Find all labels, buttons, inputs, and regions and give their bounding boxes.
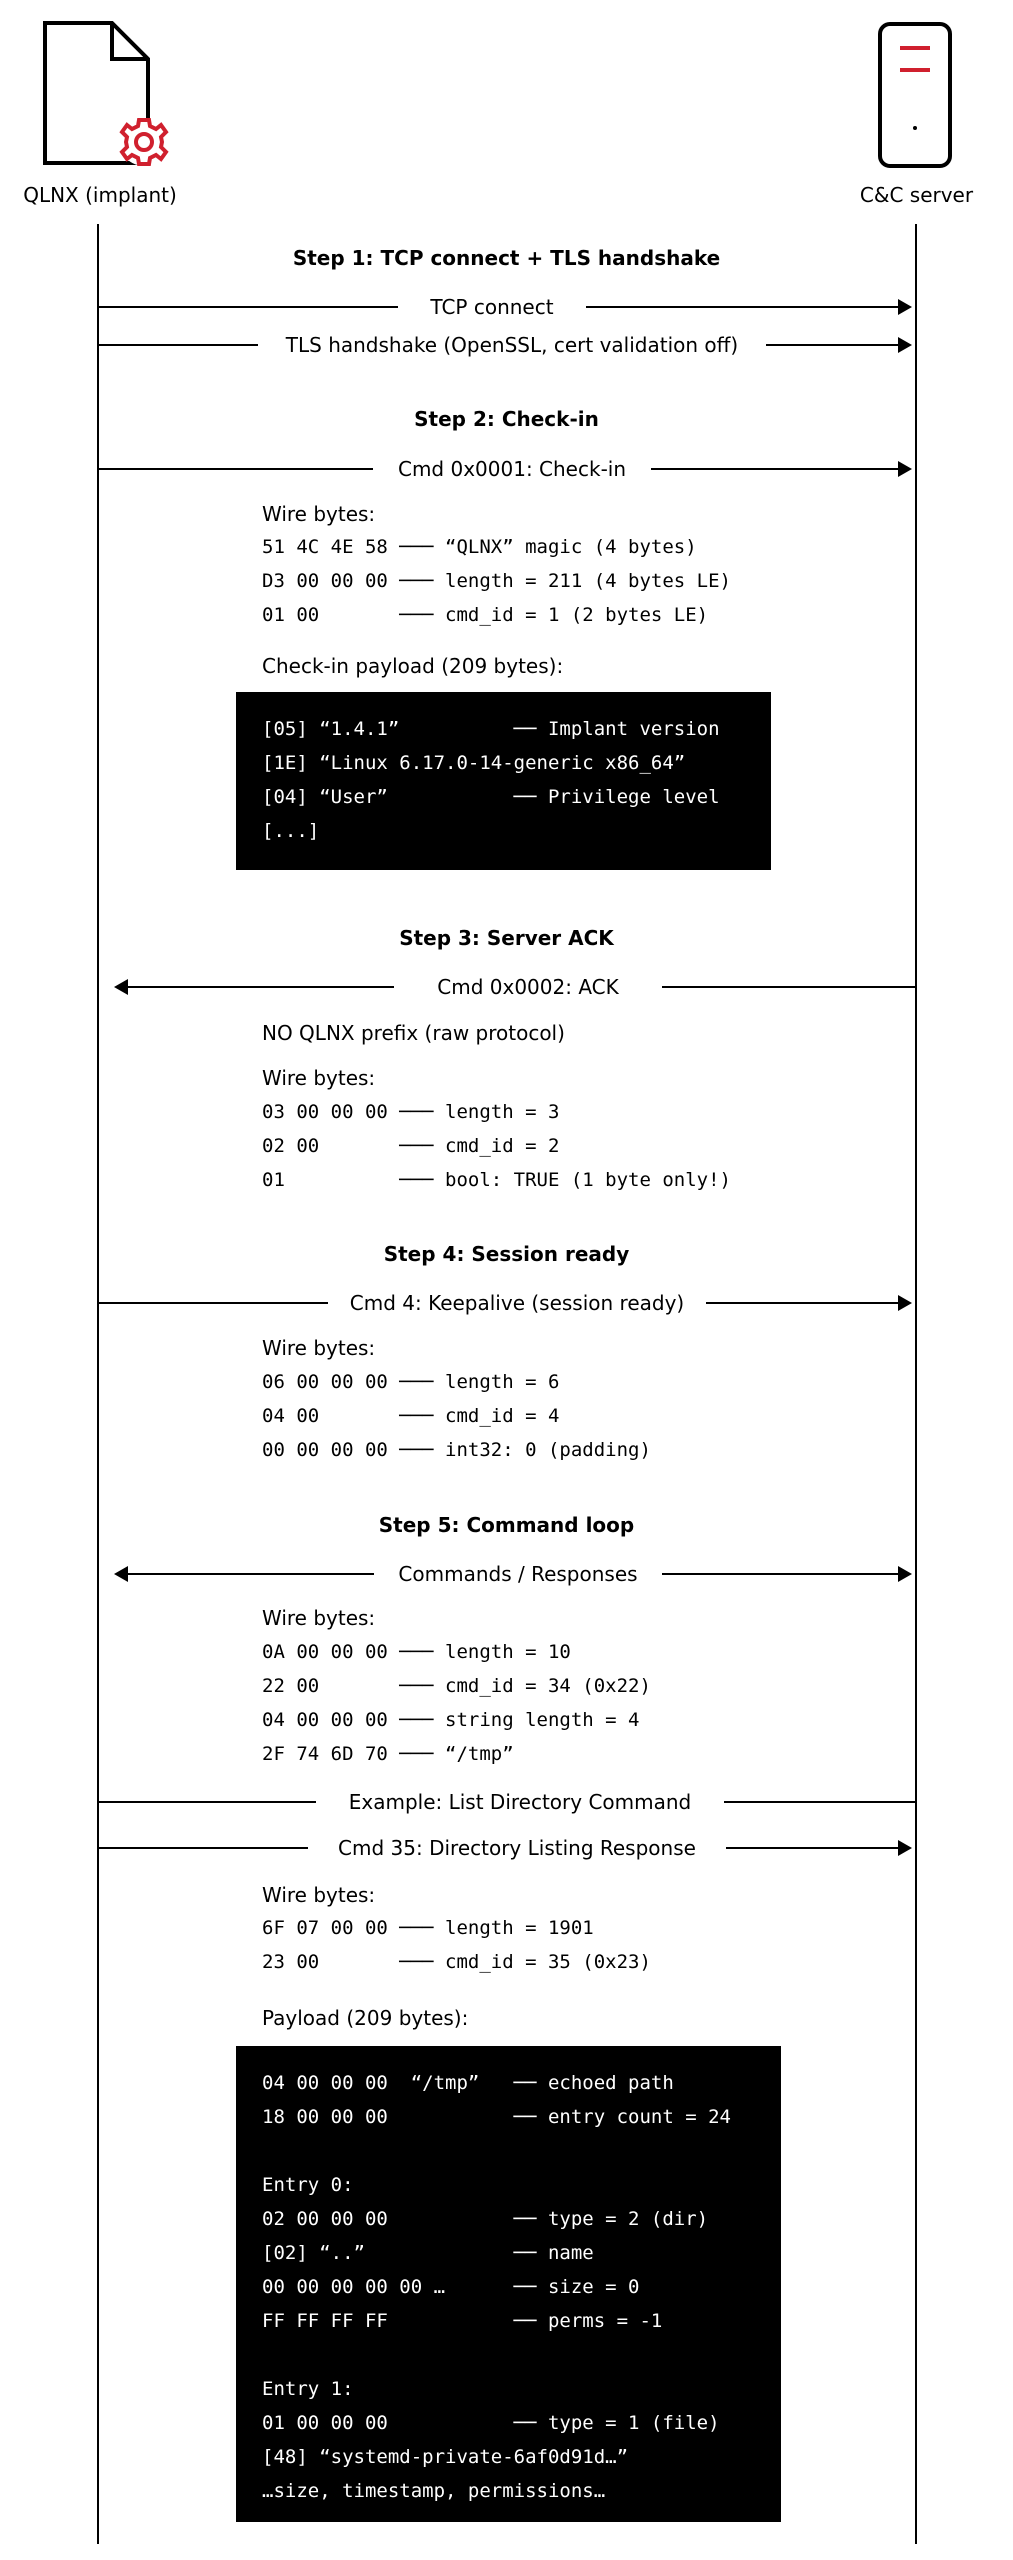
arrow-tcp-label: TCP connect <box>398 294 586 320</box>
step3-wire-line-1: 02 00 ─── cmd_id = 2 <box>262 1135 560 1157</box>
arrow-ack-label: Cmd 0x0002: ACK <box>394 974 662 1000</box>
dirlist-payload-line-11: [48] “systemd-private-6af0d91d…” <box>262 2446 629 2468</box>
checkin-payload-line-2: [04] “User” ── Privilege level <box>262 786 720 808</box>
dirlist-payload-line-1: 18 00 00 00 ── entry count = 24 <box>262 2106 731 2128</box>
step2-wire-line-1: D3 00 00 00 ─── length = 211 (4 bytes LE) <box>262 570 731 592</box>
step5-wire-line-1: 22 00 ─── cmd_id = 34 (0x22) <box>262 1675 651 1697</box>
step2-wire-line-0: 51 4C 4E 58 ─── “QLNX” magic (4 bytes) <box>262 536 697 558</box>
step4-wire-label: Wire bytes: <box>262 1336 376 1360</box>
dirlist-payload-line-3: Entry 0: <box>262 2174 354 2196</box>
checkin-payload-line-0: [05] “1.4.1” ── Implant version <box>262 718 720 740</box>
step4-wire-line-2: 00 00 00 00 ─── int32: 0 (padding) <box>262 1439 651 1461</box>
arrow-keepalive-label: Cmd 4: Keepalive (session ready) <box>328 1290 706 1316</box>
arrow-dirlist-label: Cmd 35: Directory Listing Response <box>308 1835 726 1861</box>
step-2-title: Step 2: Check-in <box>414 407 599 431</box>
step5-resp-wire-label: Wire bytes: <box>262 1883 376 1907</box>
actor-server-label: C&C server <box>859 183 974 207</box>
implant-lifeline <box>97 224 99 2544</box>
step5-resp-wire-line-1: 23 00 ─── cmd_id = 35 (0x23) <box>262 1951 651 1973</box>
arrow-tcp-connect <box>98 294 898 320</box>
server-tower-icon <box>876 20 956 170</box>
step4-wire-line-0: 06 00 00 00 ─── length = 6 <box>262 1371 560 1393</box>
dirlist-payload-line-12: …size, timestamp, permissions… <box>262 2480 606 2502</box>
divider-example-label: Example: List Directory Command <box>316 1789 724 1815</box>
server-lifeline <box>915 224 917 2544</box>
checkin-payload-line-3: [...] <box>262 820 320 842</box>
dirlist-payload-line-10: 01 00 00 00 ── type = 1 (file) <box>262 2412 720 2434</box>
step-5-title: Step 5: Command loop <box>378 1513 635 1537</box>
step5-wire-line-2: 04 00 00 00 ─── string length = 4 <box>262 1709 640 1731</box>
step3-wire-label: Wire bytes: <box>262 1066 376 1090</box>
arrow-directory-listing-response <box>98 1835 898 1861</box>
step3-wire-line-2: 01 ─── bool: TRUE (1 byte only!) <box>262 1169 731 1191</box>
step3-wire-line-0: 03 00 00 00 ─── length = 3 <box>262 1101 560 1123</box>
arrow-tls-label: TLS handshake (OpenSSL, cert validation off) <box>258 332 766 358</box>
checkin-payload-box <box>236 692 771 870</box>
step5-payload-label: Payload (209 bytes): <box>262 2006 469 2030</box>
arrow-commands-responses <box>114 1561 898 1587</box>
step2-payload-label: Check-in payload (209 bytes): <box>262 654 564 678</box>
dirlist-payload-line-9: Entry 1: <box>262 2378 354 2400</box>
arrow-checkin <box>98 456 898 482</box>
step-3-title: Step 3: Server ACK <box>399 926 614 950</box>
checkin-payload-line-1: [1E] “Linux 6.17.0-14-generic x86_64” <box>262 752 686 774</box>
arrow-ack <box>114 974 915 1000</box>
arrow-tls-handshake <box>98 332 898 358</box>
arrow-checkin-label: Cmd 0x0001: Check-in <box>373 456 651 482</box>
dirlist-payload-line-0: 04 00 00 00 “/tmp” ── echoed path <box>262 2072 674 2094</box>
step5-wire-line-3: 2F 74 6D 70 ─── “/tmp” <box>262 1743 514 1765</box>
dirlist-payload-line-4: 02 00 00 00 ── type = 2 (dir) <box>262 2208 709 2230</box>
step5-resp-wire-line-0: 6F 07 00 00 ─── length = 1901 <box>262 1917 594 1939</box>
dirlist-payload-box <box>236 2046 781 2522</box>
arrow-commands-label: Commands / Responses <box>374 1561 662 1587</box>
dirlist-payload-line-5: [02] “..” ── name <box>262 2242 594 2264</box>
actor-implant-label: QLNX (implant) <box>23 183 177 207</box>
step2-wire-label: Wire bytes: <box>262 502 376 526</box>
step-4-title: Step 4: Session ready <box>383 1242 630 1266</box>
step-1-title: Step 1: TCP connect + TLS handshake <box>292 246 721 270</box>
divider-example-list-directory <box>98 1789 915 1815</box>
step3-note: NO QLNX prefix (raw protocol) <box>262 1021 565 1045</box>
dirlist-payload-line-7: FF FF FF FF ── perms = -1 <box>262 2310 663 2332</box>
step5-wire-line-0: 0A 00 00 00 ─── length = 10 <box>262 1641 571 1663</box>
step5-wire-label: Wire bytes: <box>262 1606 376 1630</box>
step4-wire-line-1: 04 00 ─── cmd_id = 4 <box>262 1405 560 1427</box>
dirlist-payload-line-6: 00 00 00 00 00 … ── size = 0 <box>262 2276 640 2298</box>
step2-wire-line-2: 01 00 ─── cmd_id = 1 (2 bytes LE) <box>262 604 709 626</box>
document-gear-icon <box>40 18 180 168</box>
arrow-keepalive <box>98 1290 898 1316</box>
